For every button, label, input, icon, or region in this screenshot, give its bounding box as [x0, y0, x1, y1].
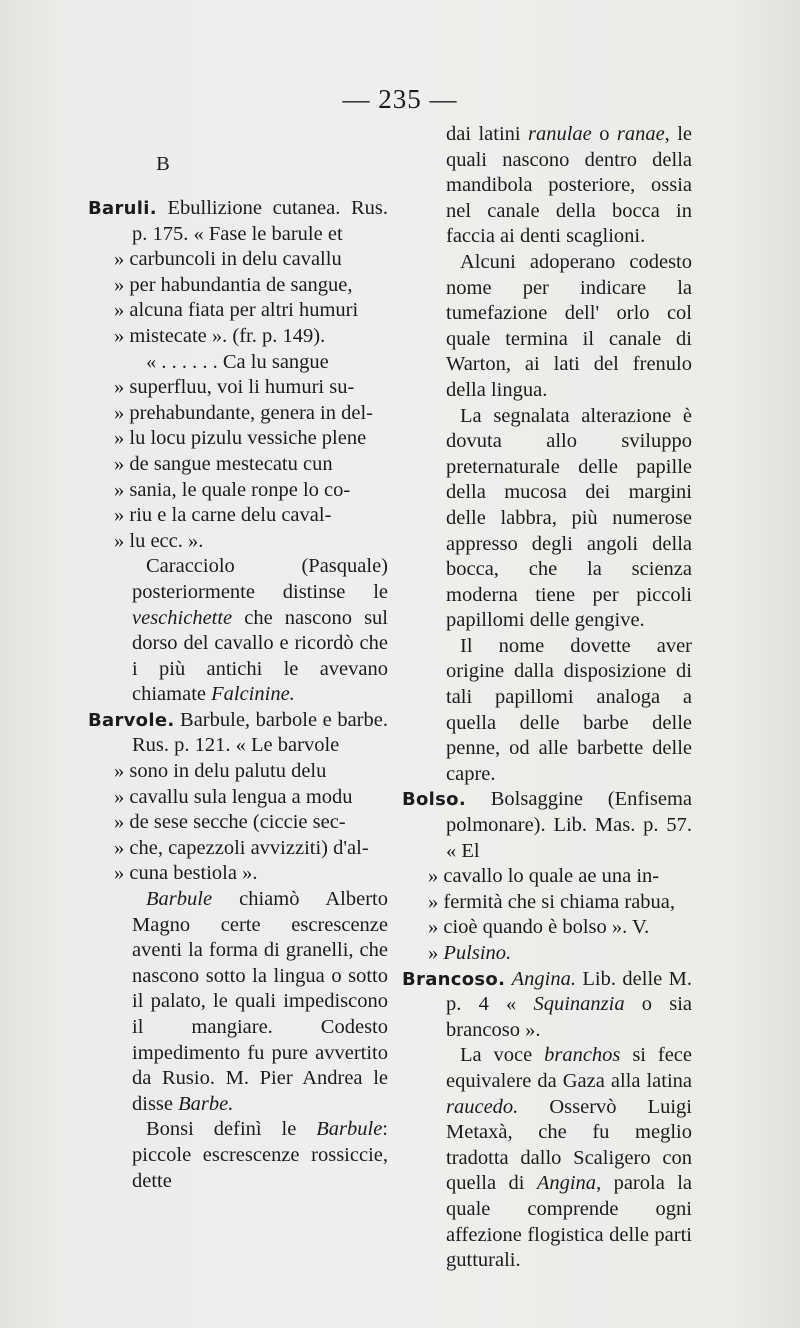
entry-baruli: Baruli. Ebullizione cutanea. Rus. p. 175. « Fase le barule et [88, 197, 388, 245]
entry-headword: Brancoso. [402, 968, 506, 990]
entry-brancoso: Brancoso. Angina. Lib. delle M. p. 4 « Squinanzia o sia brancoso ». [402, 967, 693, 1041]
quote-line: » de sangue mestecatu cun [114, 452, 333, 475]
right-column [402, 122, 692, 1274]
entry-headword: Barvole. [88, 709, 175, 731]
quote-line: » lu locu pizulu vessiche plene [114, 427, 367, 450]
quote-line: » de sese secche (ciccie sec- [114, 811, 346, 834]
quote-line: « . . . . . . Ca lu sangue [146, 350, 329, 373]
quote-line: » per habundantia de sangue, [114, 273, 353, 296]
quote-line: » che, capezzoli avvizziti) d'al- [114, 836, 369, 859]
entry-headword: Bolso. [402, 789, 466, 811]
quote-line: » Pulsino. [428, 942, 512, 964]
entry-headword: Baruli. [88, 198, 157, 219]
paragraph: Caracciolo (Pasquale) posteriormente distinse le veschichette che nascono sul dorso del cavallo e ricordò che i più antichi le avevano chiamate Falcinine. [132, 555, 388, 706]
quote-line: » fermità che si chiama rabua, [428, 890, 676, 913]
quote-line: » cuna bestiola ». [114, 862, 258, 885]
quote-line: » lu ecc. ». [114, 529, 204, 552]
paragraph: Bonsi definì le Barbule: piccole escrescenze rossiccie, dette [132, 1118, 388, 1192]
paragraph: dai latini ranulae o ranae, le quali nascono dentro della mandibola posteriore, ossia nel canale della bocca in faccia ai denti scaglioni. [446, 123, 692, 248]
quote-line: » cioè quando è bolso ». V. [428, 916, 650, 939]
quote-line: » sono in delu palutu delu [114, 760, 327, 783]
paragraph: La voce branchos si fece equivalere da Gaza alla latina raucedo. Osservò Luigi Metaxà, che fu meglio tradotta dallo Scaligero con quella di Angina, parola la quale comprende ogni affezione flogistica delle parti gutturali. [446, 1044, 692, 1272]
quote-line: » alcuna fiata per altri humuri [114, 299, 359, 322]
quote-line: » riu e la carne delu caval- [114, 504, 332, 527]
entry-bolso: Bolso. Bolsaggine (Enfisema polmonare). Lib. Mas. p. 57. « El [402, 788, 692, 862]
quote-line: » sania, le quale ronpe lo co- [114, 478, 351, 501]
quote-line: » cavallu sula lengua a modu [114, 785, 353, 808]
quote-line: » carbuncoli in delu cavallu [114, 248, 342, 271]
section-letter: B [156, 153, 170, 175]
page-number: — 235 — [342, 84, 458, 114]
paragraph: La segnalata alterazione è dovuta allo sviluppo preternaturale delle papille della mucosa dei margini delle labbra, più numerose appresso degli angoli della bocca, che la scienza moderna tiene per piccoli papillomi delle gengive. [446, 404, 692, 632]
quote-line: » mistecate ». (fr. p. 149). [114, 324, 326, 347]
quote-line: » superfluu, voi li humuri su- [114, 376, 355, 399]
paragraph: Alcuni adoperano codesto nome per indicare la tumefazione dell' orlo col quale termina il canale di Warton, ai lati del frenulo della lingua. [446, 250, 692, 401]
entry-barvole: Barvole. Barbule, barbole e barbe. Rus. p. 121. « Le barvole [88, 708, 388, 757]
quote-line: » cavallo lo quale ae una in- [428, 865, 660, 888]
quote-line: » prehabundante, genera in del- [114, 401, 373, 424]
paragraph: Barbule chiamò Alberto Magno certe escrescenze aventi la forma di granelli, che nascono sotto la lingua o sotto il palato, le quali impediscono il mangiare. Codesto impedimento fu pure avvertito da Rusio. M. Pier Andrea le disse Barbe. [132, 888, 388, 1115]
paragraph: Il nome dovette aver origine dalla disposizione di tali papillomi analoga a quella delle barbe delle penne, od alle barbette delle capre. [446, 634, 692, 785]
left-column [88, 122, 388, 1194]
